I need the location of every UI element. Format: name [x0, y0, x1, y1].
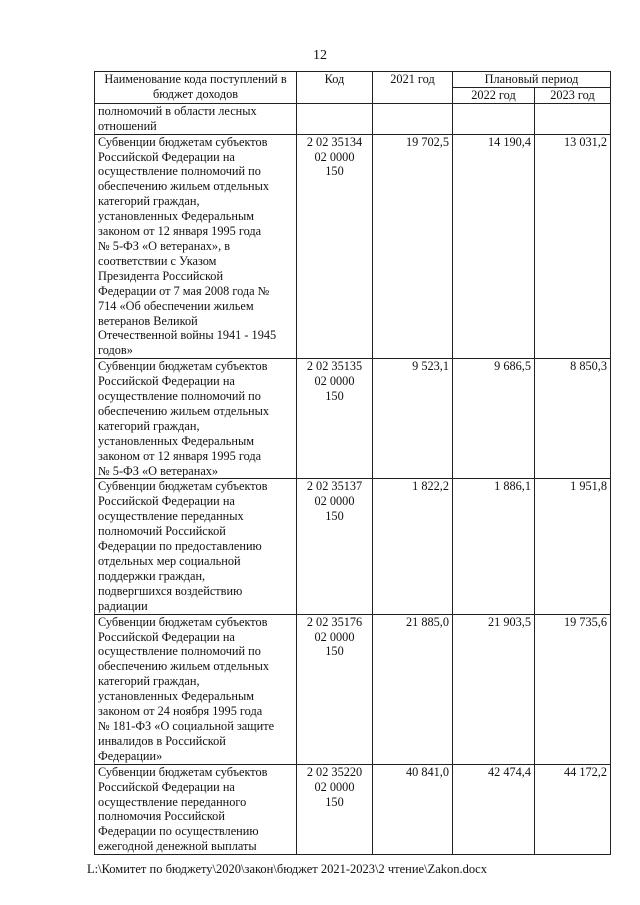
budget-revenue-table: [94, 71, 611, 855]
row-value-2022: [453, 103, 535, 134]
table-row: [95, 134, 611, 359]
table-body: [95, 103, 611, 854]
row-value-2023: 8 850,3: [535, 359, 611, 479]
page-number: 12: [313, 48, 327, 63]
row-name-cell: Субвенции бюджетам субъектов Российской Федерации на осуществление полномочий по обеспечению жильем отдельных категорий граждан, установленных Федеральным законом от 12 января 1995 года № 5-ФЗ «О ветеранах»: [95, 359, 297, 479]
header-name: Наименование кода поступлений в бюджет доходов: [95, 72, 297, 104]
row-value-2021: [373, 103, 453, 134]
header-2021: 2021 год: [373, 72, 453, 104]
row-value-2022: 21 903,5: [453, 614, 535, 764]
table-header: [95, 72, 611, 104]
row-value-2021: 21 885,0: [373, 614, 453, 764]
row-value-2022: 1 886,1: [453, 479, 535, 614]
table-row: [95, 479, 611, 614]
row-name-cell: Субвенции бюджетам субъектов Российской Федерации на осуществление переданных полномочий Российской Федерации по предоставлению отдельных мер социальной поддержки граждан, подвергшихся воздействию радиации: [95, 479, 297, 614]
table-row: [95, 103, 611, 134]
row-value-2021: 40 841,0: [373, 764, 453, 854]
row-code-cell: 2 02 35135 02 0000 150: [297, 359, 373, 479]
row-code-cell: 2 02 35176 02 0000 150: [297, 614, 373, 764]
header-2022: 2022 год: [453, 87, 535, 103]
row-value-2023: 13 031,2: [535, 134, 611, 359]
row-name-cell: Субвенции бюджетам субъектов Российской Федерации на осуществление переданного полномочия Российской Федерации по осуществлению ежегодной денежной выплаты: [95, 764, 297, 854]
row-name-cell: Субвенции бюджетам субъектов Российской Федерации на осуществление полномочий по обеспечению жильем отдельных категорий граждан, установленных Федеральным законом от 12 января 1995 года № 5-ФЗ «О ветеранах», в соответствии с Указом Президента Российской Федерации от 7 мая 2008 года № 714 «Об обеспечении жильем ветеранов Великой Отечественной войны 1941 - 1945 годов»: [95, 134, 297, 359]
row-value-2023: 44 172,2: [535, 764, 611, 854]
header-plan-period: Плановый период: [453, 72, 611, 88]
row-value-2021: 19 702,5: [373, 134, 453, 359]
row-value-2022: 14 190,4: [453, 134, 535, 359]
row-value-2021: 1 822,2: [373, 479, 453, 614]
row-value-2021: 9 523,1: [373, 359, 453, 479]
row-code-cell: [297, 103, 373, 134]
table-row: [95, 359, 611, 479]
row-name-cell: полномочий в области лесных отношений: [95, 103, 297, 134]
row-value-2022: 42 474,4: [453, 764, 535, 854]
header-code: Код: [297, 72, 373, 104]
row-value-2023: 1 951,8: [535, 479, 611, 614]
table-row: [95, 764, 611, 854]
row-value-2023: 19 735,6: [535, 614, 611, 764]
row-code-cell: 2 02 35134 02 0000 150: [297, 134, 373, 359]
row-value-2023: [535, 103, 611, 134]
footer-file-path: L:\Комитет по бюджету\2020\закон\бюджет 2021-2023\2 чтение\Zakon.docx: [87, 862, 487, 876]
row-code-cell: 2 02 35220 02 0000 150: [297, 764, 373, 854]
row-code-cell: 2 02 35137 02 0000 150: [297, 479, 373, 614]
table-row: [95, 614, 611, 764]
header-2023: 2023 год: [535, 87, 611, 103]
row-name-cell: Субвенции бюджетам субъектов Российской Федерации на осуществление полномочий по обеспечению жильем отдельных категорий граждан, установленных Федеральным законом от 24 ноября 1995 года № 181-ФЗ «О социальной защите инвалидов в Российской Федерации»: [95, 614, 297, 764]
row-value-2022: 9 686,5: [453, 359, 535, 479]
